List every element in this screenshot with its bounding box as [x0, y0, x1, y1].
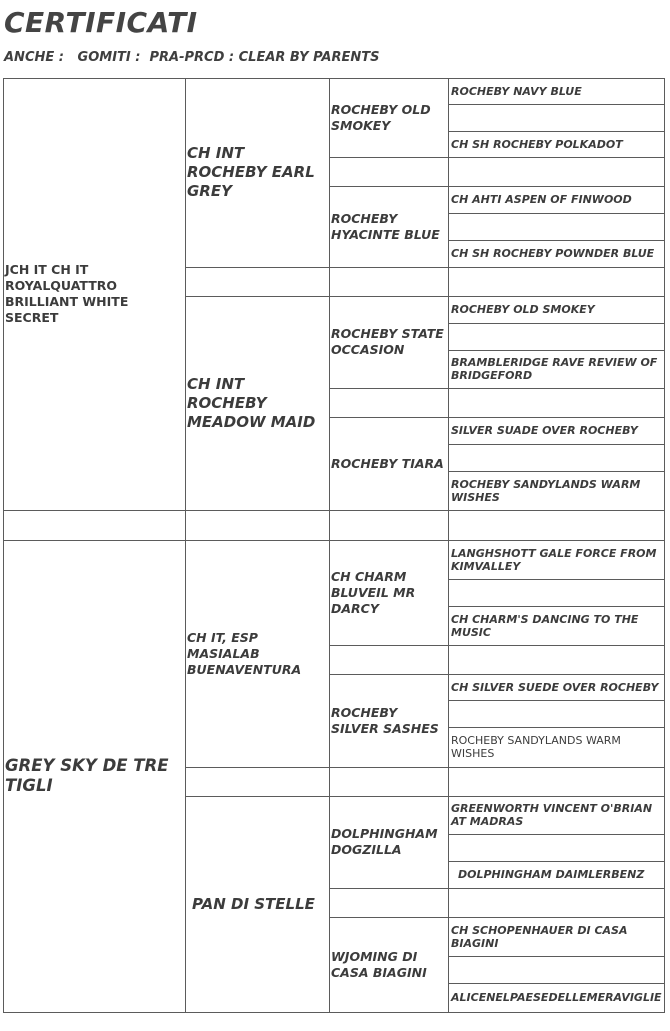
row-divider	[448, 579, 665, 580]
column-divider-2	[329, 78, 330, 1013]
sire-sire-sire-name: ROCHEBY OLD SMOKEY	[331, 101, 431, 133]
ancestor-name: CH AHTI ASPEN OF FINWOOD	[451, 193, 632, 206]
dam-dam-name: PAN DI STELLE	[192, 894, 315, 913]
row-divider	[329, 157, 665, 158]
ancestor-name: SILVER SUADE OVER ROCHEBY	[451, 424, 638, 437]
table-border-left	[3, 78, 4, 1013]
row-divider	[329, 388, 665, 389]
dam-dam-dam-name: WJOMING DI CASA BIAGINI	[331, 948, 427, 980]
column-divider-1	[185, 78, 186, 1013]
table-border-bottom	[3, 1012, 665, 1013]
row-divider	[329, 645, 665, 646]
ancestor-name: CH SH ROCHEBY POWNDER BLUE	[451, 247, 655, 260]
dam-dam-sire-name: DOLPHINGHAM DOGZILLA	[331, 826, 438, 857]
dam-sire-name: CH IT, ESP MASIALAB BUENAVENTURA	[187, 629, 302, 677]
ancestor-name: CH SILVER SUEDE OVER ROCHEBY	[451, 680, 659, 694]
ancestor-name: ALICENELPAESEDELLEMERAVIGLIE	[451, 991, 662, 1004]
ancestor-name: ROCHEBY SANDYLANDS WARM WISHES	[451, 477, 641, 504]
table-border-right	[664, 78, 665, 1013]
sire-sire-dam-name: ROCHEBY HYACINTE BLUE	[331, 210, 440, 242]
page-title: CERTIFICATI	[4, 6, 198, 39]
row-divider	[185, 767, 665, 768]
ancestor-name: CH SH ROCHEBY POLKADOT	[451, 137, 623, 151]
row-divider	[448, 444, 665, 445]
column-divider-3	[448, 78, 449, 1013]
row-divider	[448, 213, 665, 214]
ancestor-name: DOLPHINGHAM DAIMLERBENZ	[458, 868, 645, 881]
ancestor-name: ROCHEBY SANDYLANDS WARM WISHES	[451, 734, 621, 760]
sire-name: JCH IT CH IT ROYALQUATTRO BRILLIANT WHITE SECRET	[5, 262, 129, 325]
certificates-subtitle: ANCHE : GOMITI : PRA-PRCD : CLEAR BY PARENTS	[4, 50, 380, 65]
row-divider	[185, 267, 665, 268]
row-divider	[448, 834, 665, 835]
ancestor-name: GREENWORTH VINCENT O'BRIAN AT MADRAS	[451, 802, 653, 828]
row-divider	[448, 956, 665, 957]
ancestor-name: CH SCHOPENHAUER DI CASA BIAGINI	[451, 923, 628, 950]
sire-dam-name: CH INT ROCHEBY MEADOW MAID	[187, 374, 316, 431]
row-divider	[448, 104, 665, 105]
dam-name: GREY SKY DE TRE TIGLI	[5, 756, 169, 795]
dam-sire-sire-name: CH CHARM BLUVEIL MR DARCY	[331, 568, 416, 616]
row-divider	[3, 510, 665, 511]
sire-sire-name: CH INT ROCHEBY EARL GREY	[187, 144, 315, 200]
dam-sire-dam-name: ROCHEBY SILVER SASHES	[331, 704, 439, 736]
ancestor-name: BRAMBLERIDGE RAVE REVIEW OF BRIDGEFORD	[451, 356, 658, 382]
row-divider	[448, 700, 665, 701]
sire-dam-sire-name: ROCHEBY STATE OCCASION	[331, 326, 444, 357]
ancestor-name: ROCHEBY NAVY BLUE	[451, 84, 582, 98]
sire-dam-dam-name: ROCHEBY TIARA	[331, 455, 444, 471]
row-divider	[448, 323, 665, 324]
row-divider	[329, 888, 665, 889]
ancestor-name: CH CHARM'S DANCING TO THE MUSIC	[451, 612, 639, 639]
ancestor-name: LANGHSHOTT GALE FORCE FROM KIMVALLEY	[451, 546, 657, 573]
pedigree-table	[3, 78, 665, 1013]
ancestor-name: ROCHEBY OLD SMOKEY	[451, 303, 595, 316]
